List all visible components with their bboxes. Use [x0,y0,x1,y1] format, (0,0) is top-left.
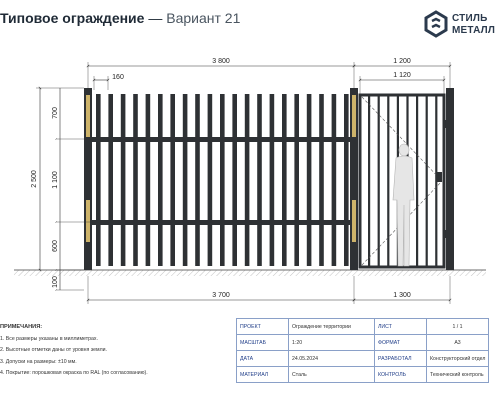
title-variant: Вариант 21 [166,10,241,26]
ground-hatch [14,270,486,276]
dim-label-top-segment: 700 [52,107,59,119]
fence-picket [270,94,275,266]
fence-picket [220,94,225,266]
gate-bar [426,96,428,266]
gate-bar [387,96,389,266]
title-block-row [237,367,489,383]
title-block-value: 24.05.2024 [289,351,375,367]
title-block-value: A3 [427,335,489,351]
fence-picket [257,94,262,266]
fence-picket [183,94,188,266]
gate-hinge [443,230,446,238]
fence-picket [121,94,126,266]
note-item: 3. Допуски на размеры: ±10 мм. [0,358,77,365]
fence-picket [96,94,101,266]
title-block-value: 1:20 [289,335,375,351]
dim-label-fence-total: 3 800 [212,58,230,65]
dim-label-gate-span: 1 300 [393,292,411,299]
fence-picket [170,94,175,266]
post-bracket [352,200,356,242]
human-silhouette-icon [393,144,414,266]
fence-picket [208,94,213,266]
title-block-row [237,335,489,351]
post-bracket [86,200,90,242]
fence-picket [232,94,237,266]
fence-picket [332,94,337,266]
gate-bar [416,96,418,266]
notes-heading: ПРИМЕЧАНИЯ: [0,324,43,330]
post-bracket [352,95,356,137]
gate-bar [378,96,380,266]
title-block-value: Сталь [289,367,375,383]
title-block-label: ДАТА [237,351,289,367]
gate-post-right [446,88,454,270]
fence-picket [294,94,299,266]
dim-label-height-total: 2 500 [31,170,38,188]
title-main: Типовое ограждение [0,10,145,26]
logo-text-line1: СТИЛЬ [452,13,488,24]
post-bracket [86,95,90,137]
dim-label-middle-segment: 1 100 [52,171,59,189]
gate-hinge [443,120,446,128]
fence-picket [133,94,138,266]
title-block-label: КОНТРОЛЬ [375,367,427,383]
title-block-value: Ограждение территории [289,319,375,335]
title-dash: — [148,10,163,26]
title-block-label: ЛИСТ [375,319,427,335]
fence-picket [307,94,312,266]
logo-text-line2: МЕТАЛЛ [452,25,495,36]
dim-label-fence-span: 3 700 [212,292,230,299]
dim-label-gate-inner: 1 120 [393,72,411,79]
notes-block [0,322,230,380]
dim-label-ground-gap: 100 [52,276,59,288]
dim-label-bottom-segment: 600 [52,240,59,252]
fence-picket [146,94,151,266]
title-block-label: ПРОЕКТ [237,319,289,335]
title-block-row [237,351,489,367]
title-block-table [236,318,489,383]
title-block-label: МАСШТАБ [237,335,289,351]
dim-label-gate-total: 1 200 [393,58,411,65]
fence-pickets [96,94,349,266]
fence-picket [195,94,200,266]
dim-label-picket-spacing: 160 [112,74,124,81]
title-block-label: РАЗРАБОТАЛ [375,351,427,367]
title-block-value: 1 / 1 [427,319,489,335]
title-block-value: Технический контроль [427,367,489,383]
fence-picket [344,94,349,266]
title-block-label: МАТЕРИАЛ [237,367,289,383]
gate-lock [436,172,442,182]
fence-picket [319,94,324,266]
fence-picket [108,94,113,266]
note-item: 4. Покрытие: порошковая окраска по RAL (по согласованию). [0,370,148,376]
note-item: 1. Все размеры указаны в миллиметрах. [0,335,98,342]
title-block-row [237,319,489,335]
gate-bar [368,96,370,266]
fence-picket [245,94,250,266]
note-item: 2. Высотные отметки даны от уровня земли. [0,347,107,353]
title-block-label: ФОРМАТ [375,335,427,351]
title-block-value: Конструкторский отдел [427,351,489,367]
fence-picket [158,94,163,266]
fence-picket [282,94,287,266]
